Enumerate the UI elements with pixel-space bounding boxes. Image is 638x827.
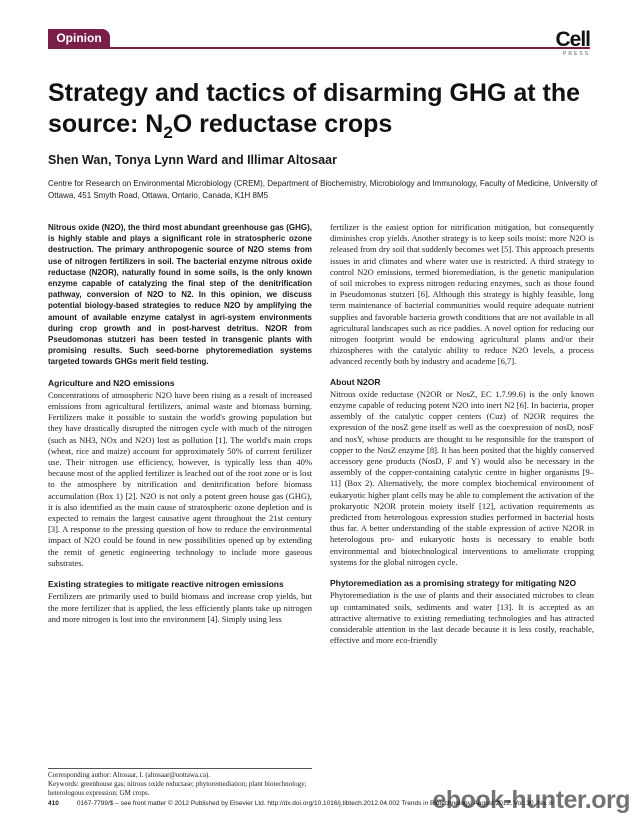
journal-logo-text: Cell: [555, 28, 590, 51]
header-rule: [48, 47, 590, 49]
authors: Shen Wan, Tonya Lynn Ward and Illimar Altosaar: [48, 153, 337, 167]
section-text-phyto: Phytoremediation is the use of plants and their associated microbes to clean up contaminated soils, sediments and water [13]. It is accepted as an attractive alternative to existing remediating technologies and has attracted considerable attention in the last decade because it is less costly, reachable, effective and more eco-friendly: [330, 590, 594, 646]
section-text-about: Nitrous oxide reductase (N2OR or NosZ, EC 1.7.99.6) is the only known enzyme capable of reducing potent N2O into inert N2 [6]. In bacteria, proper assembly of the catalytic copper centers (Cuz) of N2OR requires the expression of the nosZ gene itself as well as the coexpression of nosD, nosF and nosY, whose products are thought to be responsible for the transport of copper to the NosZ enzyme [8]. It has been posited that the highly conserved accessory gene products (NosD, F and Y) would also be necessary in the assembly of the copper-containing catalytic centre in higher organisms [9–11] (Box 2). Alternatively, the more complex biochemical environment of eukaryotic higher plant cells may be able to complement the activation of the prokaryotic N2OR protein moiety itself [12], activation requirements as predicted from heterologous expression studies performed in bacterial hosts thus far. A better understanding of the stable expression of active N2OR in heterologous pro- and eukaryotic hosts is necessary to enable both environmental and biotechnological interventions to ameliorate cropping systems for the global nitrogen cycle.: [330, 388, 594, 567]
affiliation: Centre for Research on Environmental Microbiology (CREM), Department of Biochemistry, Microbiology and Immunology, Faculty of Medicine, University of Ottawa, 451 Smyth Road, Ottawa, Ontario, Canada, K1H 8M5: [48, 179, 598, 200]
title-subscript: 2: [163, 123, 173, 142]
right-column-text: fertilizer is the easiest option for nitrification mitigation, but consequently diminishes crop yields. Another strategy is to keep soils moist: more N2O is released from dry soil that suddenly becomes wet [5]. This approach presents issues in arid climates and where water use is restricted. A third strategy to control N2O emissions, termed bioremediation, is the genetic manipulation of soil microbes to express nitrogen reducing enzymes, such as those found in Pseudomonas stutzeri [6]. Although this strategy is highly feasible, long term maintenance of bacterial communities would require adequate nutrient supplies and favorable bacteria growth conditions that are not available in all agricultural landscapes such as rice paddies. A novel option for reducing our nitrogen footprint would be endowing agricultural plants and/or their rhizospheres with the catalytic ability to reduce N2O levels, a process advanced recently both by industry and academe [6,7].: [330, 222, 594, 367]
left-column: [48, 222, 312, 625]
journal-logo-sub: PRESS: [563, 51, 590, 57]
article-title: [48, 78, 608, 148]
section-text-agriculture: Concentrations of atmospheric N2O have been rising as a result of increased emissions from agricultural fertilizers, animal waste and biomass burning. Fertilizers make it possible to sustain the world's growing population but they have drastically disrupted the nitrogen cycle with much of the nitrogen (such as NH3, NOx and N2O) lost as pollution [1]. The world's main crops (wheat, rice and maize) account for approximately 50% of current fertilizer use. Their nitrogen use efficiency, however, is typically less than 40% because most of the applied fertilizer is leached out of the root zone or is lost to the atmosphere by nitrification and denitrification before biomass accumulation (Box 1) [2]. N2O is not only a potent green house gas (GHG), it is also identified as the main cause of stratospheric ozone depletion and is expected to remain the largest causative agent throughout the 21st century [3]. A response to the pressing question of how to reduce the environmental impact of N2O could be found in new possibilities opened up by extending the remit of genetic engineering technology to include more gaseous substrates.: [48, 389, 312, 568]
footer-citation[interactable]: 0167-7799/$ – see front matter © 2012 Published by Elsevier Ltd. http://dx.doi.org/10.1016/j.tibtech.2012.04.002 Trends in Biotechnology, August 2012, Vol. 30, No. 8: [76, 800, 553, 807]
page-number: 410: [48, 800, 59, 807]
keywords: Keywords: greenhouse gas; nitrous oxide reductase; phytoremediation; plant biotechnology; heterologous expression; GM crops.: [48, 780, 307, 797]
section-heading-agriculture: Agriculture and N2O emissions: [48, 377, 175, 388]
title-part2: O reductase crops: [172, 110, 393, 138]
footnote: [48, 768, 312, 798]
journal-logo: [555, 29, 590, 57]
section-heading-phyto: Phytoremediation as a promising strategy for mitigating N2O: [330, 578, 577, 589]
watermark: ebook-hunter.org: [432, 786, 630, 814]
section-text-existing: Fertilizers are primarily used to build biomass and increase crop yields, but the more fertilizer that is applied, the less efficiently plants take up nitrogen and more nitrogen is lost into the environment [4]. Simply using less: [48, 591, 312, 624]
section-heading-existing: Existing strategies to mitigate reactive nitrogen emissions: [48, 579, 284, 590]
abstract: Nitrous oxide (N2O), the third most abundant greenhouse gas (GHG), is highly stable and plays a significant role in stratospheric ozone destruction. The primary anthropogenic source of N2O stems from use of nitrogen fertilizers in soil. The bacterial enzyme nitrous oxide reductase (N2OR), naturally found in some soils, is the only known enzyme capable of catalyzing the final step of the denitrification pathway, conversion of N2O to N2. In this opinion, we discuss potential biology-based strategies to reduce N2O by amplifying the amount of available enzyme catalyst in agri-system environments during crop growth and in post-harvest detritus. N2OR from Pseudomonas stutzeri has been tested in transgenic plants with promising results. Such seed-borne phytoremediation systems targeted towards GHGs merit field testing.: [48, 223, 312, 367]
title-part1: Strategy and tactics of disarming GHG at the source: N: [48, 79, 581, 138]
section-badge: Opinion: [48, 29, 110, 48]
section-heading-about: About N2OR: [330, 376, 381, 387]
corresponding-author[interactable]: Corresponding author: Altosaar, I. (altosaar@uottawa.ca).: [48, 771, 211, 779]
right-column: [330, 222, 594, 646]
